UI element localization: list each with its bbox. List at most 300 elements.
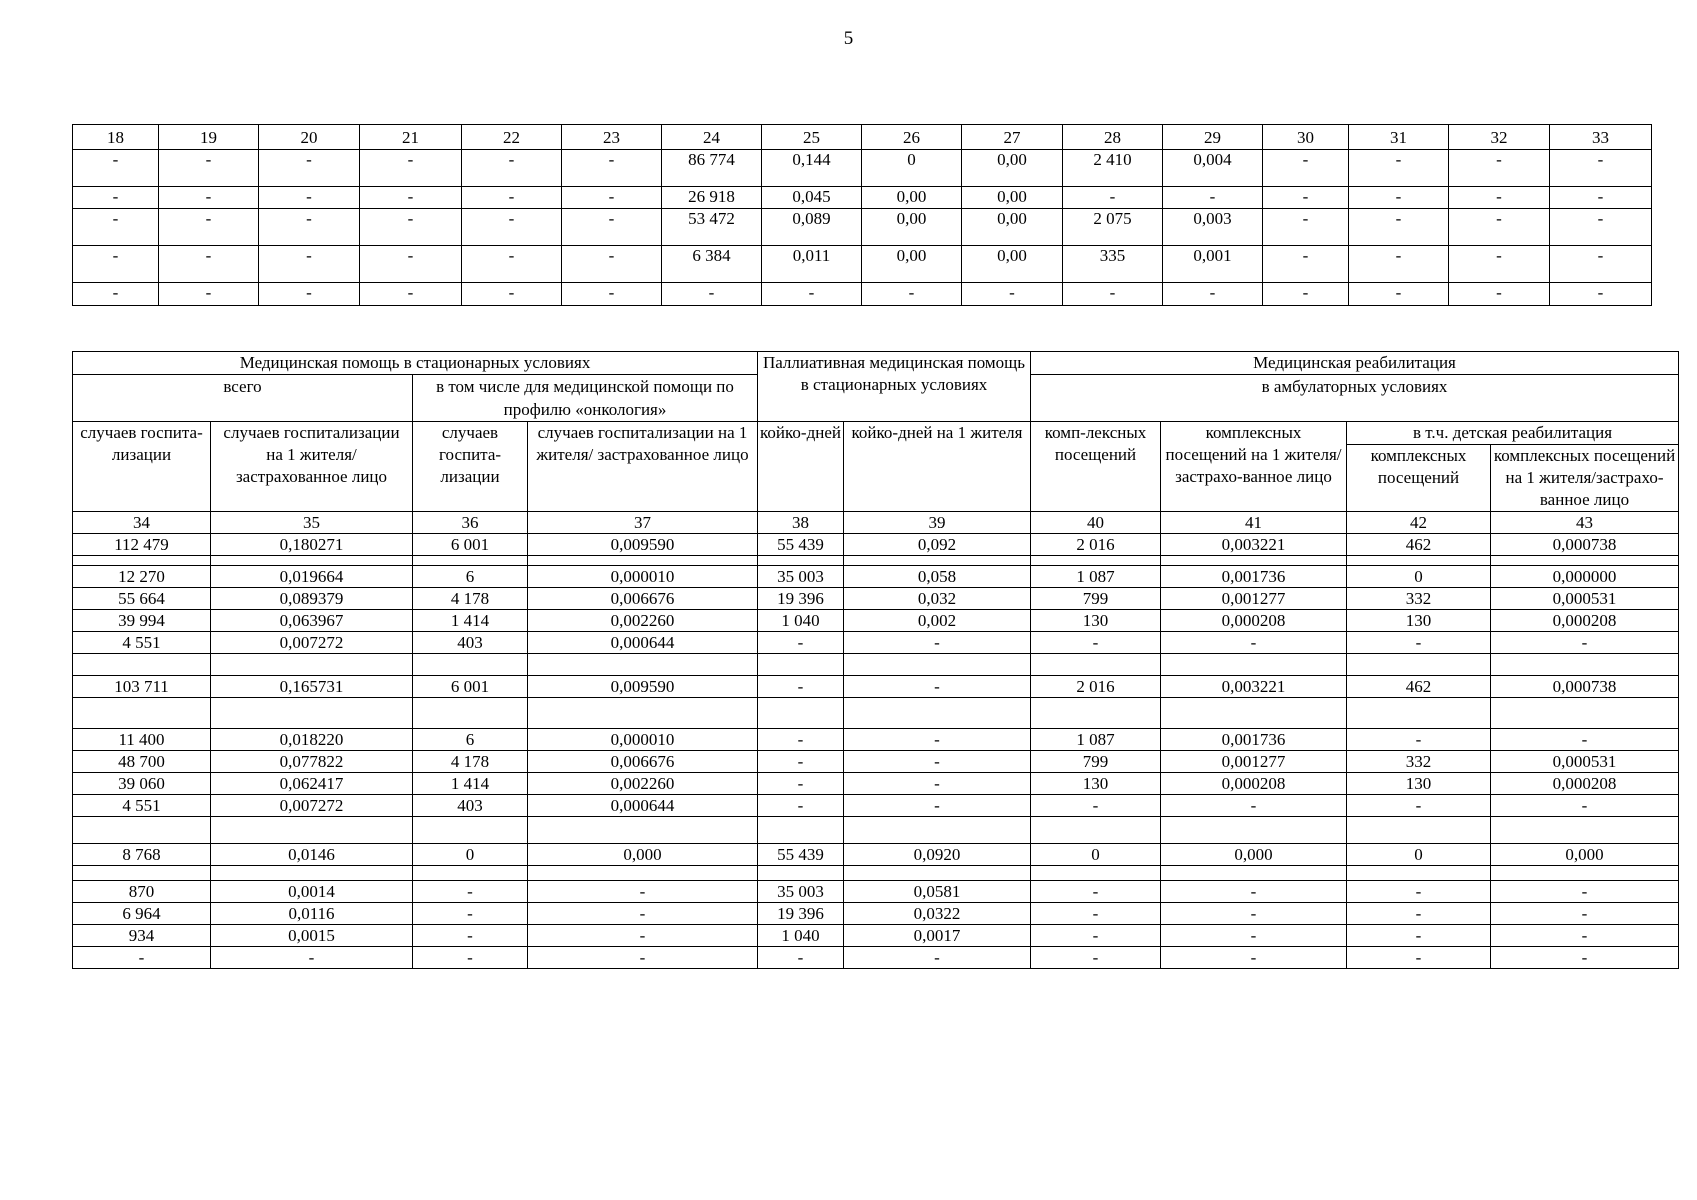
table-cell: - bbox=[462, 187, 562, 209]
table-cell: - bbox=[1491, 947, 1679, 969]
table-cell: - bbox=[1349, 187, 1449, 209]
table-cell: - bbox=[528, 925, 758, 947]
table-cell: 53 472 bbox=[662, 209, 762, 246]
table-cell: 0 bbox=[862, 150, 962, 187]
header-col-36: случаев госпита-лизации bbox=[413, 422, 528, 512]
table-cell bbox=[758, 698, 844, 729]
table-cell: - bbox=[562, 209, 662, 246]
table-cell: 462 bbox=[1347, 534, 1491, 556]
table-cell: 0,003221 bbox=[1161, 534, 1347, 556]
table-cell: 332 bbox=[1347, 751, 1491, 773]
table-cell: - bbox=[159, 209, 259, 246]
column-number: 22 bbox=[462, 125, 562, 150]
table-cell: 0,001736 bbox=[1161, 566, 1347, 588]
table-cell: - bbox=[1349, 150, 1449, 187]
table-cell: 55 439 bbox=[758, 844, 844, 866]
table-cell bbox=[1161, 817, 1347, 844]
table-cell: 0,011 bbox=[762, 246, 862, 283]
table-cell: 130 bbox=[1031, 610, 1161, 632]
table-cell bbox=[1347, 698, 1491, 729]
table-cell bbox=[844, 817, 1031, 844]
column-number: 31 bbox=[1349, 125, 1449, 150]
table-row bbox=[73, 150, 1652, 187]
table-cell: - bbox=[1449, 246, 1550, 283]
header-col-40: комп-лексных посещений bbox=[1031, 422, 1161, 512]
table-cell: 0,003221 bbox=[1161, 676, 1347, 698]
table-cell: - bbox=[844, 795, 1031, 817]
header-rehabilitation: Медицинская реабилитация bbox=[1031, 352, 1679, 375]
table-cell: - bbox=[462, 283, 562, 306]
table-cell: - bbox=[1161, 795, 1347, 817]
table-cell: - bbox=[1449, 283, 1550, 306]
table-cell: - bbox=[360, 187, 462, 209]
table-cell: - bbox=[1163, 187, 1263, 209]
table-cell: - bbox=[562, 150, 662, 187]
table-cell: 0,180271 bbox=[211, 534, 413, 556]
table-cell: 0,089 bbox=[762, 209, 862, 246]
table-cell: 0,0146 bbox=[211, 844, 413, 866]
table-cell bbox=[73, 654, 211, 676]
column-number: 41 bbox=[1161, 512, 1347, 534]
table-cell bbox=[211, 654, 413, 676]
table-cell bbox=[413, 817, 528, 844]
table-cell: 1 087 bbox=[1031, 729, 1161, 751]
table-cell bbox=[1491, 654, 1679, 676]
table-cell: 0,000738 bbox=[1491, 676, 1679, 698]
table-cell: - bbox=[1449, 209, 1550, 246]
table-cell: - bbox=[1491, 795, 1679, 817]
table-cell: - bbox=[159, 246, 259, 283]
table-cell bbox=[413, 698, 528, 729]
column-number: 29 bbox=[1163, 125, 1263, 150]
table-cell: 0,00 bbox=[862, 246, 962, 283]
table-row bbox=[73, 632, 1679, 654]
table-cell: 86 774 bbox=[662, 150, 762, 187]
table-row bbox=[73, 209, 1652, 246]
table-cell bbox=[1031, 698, 1161, 729]
header-col-39: койко-дней на 1 жителя bbox=[844, 422, 1031, 512]
table-cell: 0,032 bbox=[844, 588, 1031, 610]
header-oncology: в том числе для медицинской помощи по профилю «онкология» bbox=[413, 375, 758, 422]
table-row bbox=[73, 844, 1679, 866]
column-number: 38 bbox=[758, 512, 844, 534]
table-cell: - bbox=[1349, 246, 1449, 283]
table-cell bbox=[844, 654, 1031, 676]
table-cell: 0,0017 bbox=[844, 925, 1031, 947]
table-cell: 0,00 bbox=[862, 209, 962, 246]
table-cell: - bbox=[1449, 187, 1550, 209]
table-cell: 26 918 bbox=[662, 187, 762, 209]
table-cell: - bbox=[159, 283, 259, 306]
table-cell: - bbox=[1031, 947, 1161, 969]
table-cell: 0,001736 bbox=[1161, 729, 1347, 751]
table-cell: 103 711 bbox=[73, 676, 211, 698]
table-cell: - bbox=[360, 283, 462, 306]
table-cell bbox=[844, 698, 1031, 729]
table-cell: - bbox=[1263, 283, 1349, 306]
table-row bbox=[73, 947, 1679, 969]
table-cell: - bbox=[259, 150, 360, 187]
table-cell: 0 bbox=[1347, 566, 1491, 588]
table-cell: 6 001 bbox=[413, 534, 528, 556]
table-cell bbox=[413, 654, 528, 676]
column-number: 26 bbox=[862, 125, 962, 150]
table-cell: - bbox=[1550, 283, 1652, 306]
table-cell bbox=[1161, 654, 1347, 676]
column-number: 39 bbox=[844, 512, 1031, 534]
table-cell: 0,018220 bbox=[211, 729, 413, 751]
table-cell: 335 bbox=[1063, 246, 1163, 283]
table-cell: 0,045 bbox=[762, 187, 862, 209]
table-cell: - bbox=[462, 209, 562, 246]
table-row bbox=[73, 676, 1679, 698]
table-cell: - bbox=[1449, 150, 1550, 187]
table-cell: - bbox=[862, 283, 962, 306]
table-cell: - bbox=[159, 150, 259, 187]
table-cell: - bbox=[73, 947, 211, 969]
table-cell: 4 551 bbox=[73, 795, 211, 817]
table-cell: - bbox=[758, 632, 844, 654]
table-cell: - bbox=[1063, 283, 1163, 306]
table-cell: - bbox=[159, 187, 259, 209]
table-cell bbox=[1347, 556, 1491, 566]
header-col-38: койко-дней bbox=[758, 422, 844, 512]
table-cell: 0,000531 bbox=[1491, 588, 1679, 610]
table-cell: 35 003 bbox=[758, 881, 844, 903]
table-cell: 0,000 bbox=[1161, 844, 1347, 866]
table-cell: 35 003 bbox=[758, 566, 844, 588]
table-cell: - bbox=[1347, 632, 1491, 654]
table-cell bbox=[758, 866, 844, 881]
column-number: 33 bbox=[1550, 125, 1652, 150]
header-total: всего bbox=[73, 375, 413, 422]
table-cell: - bbox=[1491, 925, 1679, 947]
page-number: 5 bbox=[843, 28, 854, 49]
table-cell: - bbox=[73, 150, 159, 187]
table-cell: - bbox=[528, 947, 758, 969]
table-cell: - bbox=[758, 795, 844, 817]
header-child-rehab: в т.ч. детская реабилитация bbox=[1347, 422, 1679, 445]
header-inpatient-care: Медицинская помощь в стационарных условиях bbox=[73, 352, 758, 375]
table-cell bbox=[73, 698, 211, 729]
table-cell: - bbox=[844, 632, 1031, 654]
table-cell: - bbox=[1031, 795, 1161, 817]
table-cell bbox=[1491, 556, 1679, 566]
table-cell: 19 396 bbox=[758, 903, 844, 925]
column-number: 18 bbox=[73, 125, 159, 150]
table-cell: 870 bbox=[73, 881, 211, 903]
table-cell: - bbox=[844, 773, 1031, 795]
table-cell: 8 768 bbox=[73, 844, 211, 866]
table-row bbox=[73, 556, 1679, 566]
table-cell: 6 384 bbox=[662, 246, 762, 283]
main-data-table bbox=[72, 351, 1679, 969]
column-number: 28 bbox=[1063, 125, 1163, 150]
table-cell: - bbox=[758, 751, 844, 773]
table-cell: - bbox=[413, 947, 528, 969]
table-cell: 0,019664 bbox=[211, 566, 413, 588]
table-cell: - bbox=[1161, 881, 1347, 903]
table-cell: 0,000208 bbox=[1161, 773, 1347, 795]
table-cell: 0,00 bbox=[962, 150, 1063, 187]
table-cell: - bbox=[1349, 283, 1449, 306]
table-cell bbox=[1161, 698, 1347, 729]
table-cell bbox=[844, 866, 1031, 881]
table-row bbox=[73, 588, 1679, 610]
table-cell: 0,062417 bbox=[211, 773, 413, 795]
table-cell: - bbox=[360, 246, 462, 283]
table-cell: 0,004 bbox=[1163, 150, 1263, 187]
table-cell: 6 964 bbox=[73, 903, 211, 925]
table-cell: 0,007272 bbox=[211, 632, 413, 654]
table-cell: - bbox=[413, 925, 528, 947]
table-cell: 403 bbox=[413, 795, 528, 817]
table-cell: 934 bbox=[73, 925, 211, 947]
table-row bbox=[73, 773, 1679, 795]
header-col-43: комплексных посещений на 1 жителя/застрахо-ванное лицо bbox=[1491, 445, 1679, 512]
header-col-34: случаев госпита-лизации bbox=[73, 422, 211, 512]
table-cell: 0,058 bbox=[844, 566, 1031, 588]
header-col-41: комплексных посещений на 1 жителя/застрахо-ванное лицо bbox=[1161, 422, 1347, 512]
table-cell: - bbox=[844, 676, 1031, 698]
column-number: 23 bbox=[562, 125, 662, 150]
table-cell: 6 001 bbox=[413, 676, 528, 698]
table-cell: 55 664 bbox=[73, 588, 211, 610]
table-cell: 0,001277 bbox=[1161, 588, 1347, 610]
table-cell: 0,077822 bbox=[211, 751, 413, 773]
column-number: 34 bbox=[73, 512, 211, 534]
table-row bbox=[73, 610, 1679, 632]
table-cell bbox=[528, 698, 758, 729]
table-cell bbox=[1347, 817, 1491, 844]
table-cell: - bbox=[758, 676, 844, 698]
table-cell: 2 016 bbox=[1031, 534, 1161, 556]
table-cell: 1 040 bbox=[758, 925, 844, 947]
table-cell: - bbox=[562, 246, 662, 283]
table-cell: - bbox=[758, 729, 844, 751]
table-cell: - bbox=[1550, 187, 1652, 209]
table-cell: - bbox=[259, 187, 360, 209]
table-cell: - bbox=[1031, 903, 1161, 925]
table-cell bbox=[1491, 866, 1679, 881]
table-cell bbox=[1347, 654, 1491, 676]
table-cell: 0,0014 bbox=[211, 881, 413, 903]
table-cell: - bbox=[1347, 881, 1491, 903]
table-cell: - bbox=[73, 209, 159, 246]
table-row bbox=[73, 881, 1679, 903]
table-cell: - bbox=[1491, 729, 1679, 751]
table-cell: 0,0920 bbox=[844, 844, 1031, 866]
table-cell bbox=[73, 556, 211, 566]
table-cell: - bbox=[1161, 925, 1347, 947]
table-cell: - bbox=[259, 283, 360, 306]
table-cell: - bbox=[1550, 209, 1652, 246]
table-row bbox=[73, 654, 1679, 676]
table-cell: 6 bbox=[413, 729, 528, 751]
table-cell: - bbox=[1263, 209, 1349, 246]
table-cell: - bbox=[1349, 209, 1449, 246]
table-cell: 19 396 bbox=[758, 588, 844, 610]
table-cell: 0,165731 bbox=[211, 676, 413, 698]
table-cell: 332 bbox=[1347, 588, 1491, 610]
table-cell bbox=[1491, 817, 1679, 844]
column-number: 21 bbox=[360, 125, 462, 150]
table-cell bbox=[528, 817, 758, 844]
table-cell bbox=[1161, 866, 1347, 881]
table-cell bbox=[528, 866, 758, 881]
table-cell: 0,000738 bbox=[1491, 534, 1679, 556]
table-row bbox=[73, 795, 1679, 817]
table-cell: 1 414 bbox=[413, 610, 528, 632]
table-cell: 0,009590 bbox=[528, 534, 758, 556]
table-cell bbox=[844, 556, 1031, 566]
table-cell: 799 bbox=[1031, 751, 1161, 773]
table-cell: 0,063967 bbox=[211, 610, 413, 632]
table-cell bbox=[758, 654, 844, 676]
table-cell: - bbox=[1161, 947, 1347, 969]
table-cell: - bbox=[528, 881, 758, 903]
table-cell: - bbox=[1491, 903, 1679, 925]
table-cell: 0,009590 bbox=[528, 676, 758, 698]
table-cell: 11 400 bbox=[73, 729, 211, 751]
table-cell: 0,000208 bbox=[1491, 773, 1679, 795]
table-cell: 0,000531 bbox=[1491, 751, 1679, 773]
table-cell: - bbox=[962, 283, 1063, 306]
table-cell: - bbox=[662, 283, 762, 306]
table-cell: - bbox=[1347, 795, 1491, 817]
table-cell: 0 bbox=[1031, 844, 1161, 866]
column-number: 25 bbox=[762, 125, 862, 150]
table-cell bbox=[211, 698, 413, 729]
column-number: 32 bbox=[1449, 125, 1550, 150]
column-number: 43 bbox=[1491, 512, 1679, 534]
table-cell bbox=[1347, 866, 1491, 881]
table-cell bbox=[211, 817, 413, 844]
table-cell bbox=[758, 556, 844, 566]
table-cell: - bbox=[1031, 632, 1161, 654]
table-cell bbox=[1031, 556, 1161, 566]
table-cell: 0,00 bbox=[962, 209, 1063, 246]
table-cell: 0,000 bbox=[1491, 844, 1679, 866]
table-row bbox=[73, 187, 1652, 209]
table-cell: 799 bbox=[1031, 588, 1161, 610]
table-cell: 4 551 bbox=[73, 632, 211, 654]
table-cell: - bbox=[562, 283, 662, 306]
column-number: 30 bbox=[1263, 125, 1349, 150]
column-number: 19 bbox=[159, 125, 259, 150]
table-cell: 0,0015 bbox=[211, 925, 413, 947]
table-cell: 39 994 bbox=[73, 610, 211, 632]
table-cell: 0,00 bbox=[962, 246, 1063, 283]
table-cell: 0,000 bbox=[528, 844, 758, 866]
table-cell: - bbox=[1491, 881, 1679, 903]
table-cell: 130 bbox=[1031, 773, 1161, 795]
table-cell: 0,003 bbox=[1163, 209, 1263, 246]
table-cell: - bbox=[462, 150, 562, 187]
table-cell: 0,0322 bbox=[844, 903, 1031, 925]
table-cell: - bbox=[211, 947, 413, 969]
table-cell: - bbox=[1163, 283, 1263, 306]
table-cell: - bbox=[73, 187, 159, 209]
table-cell bbox=[1031, 866, 1161, 881]
table-cell: 1 414 bbox=[413, 773, 528, 795]
table-cell bbox=[758, 817, 844, 844]
table-row bbox=[73, 283, 1652, 306]
table-cell: - bbox=[1263, 150, 1349, 187]
table-cell: 0,0581 bbox=[844, 881, 1031, 903]
table-cell: 0,002260 bbox=[528, 773, 758, 795]
table-cell: - bbox=[360, 150, 462, 187]
table-cell: - bbox=[1161, 903, 1347, 925]
table-row bbox=[73, 817, 1679, 844]
table-cell: 0,006676 bbox=[528, 751, 758, 773]
table-cell: 0,00 bbox=[862, 187, 962, 209]
table-cell: 0,006676 bbox=[528, 588, 758, 610]
header-ambulatory: в амбулаторных условиях bbox=[1031, 375, 1679, 422]
table-cell: 403 bbox=[413, 632, 528, 654]
column-number: 20 bbox=[259, 125, 360, 150]
table-cell: 0,00 bbox=[962, 187, 1063, 209]
column-number: 35 bbox=[211, 512, 413, 534]
table-row bbox=[73, 566, 1679, 588]
table-cell: 0 bbox=[1347, 844, 1491, 866]
table-cell: - bbox=[1031, 925, 1161, 947]
table-cell: 4 178 bbox=[413, 588, 528, 610]
table-cell: 0 bbox=[413, 844, 528, 866]
table-cell: 0,000208 bbox=[1161, 610, 1347, 632]
table-cell: - bbox=[1347, 925, 1491, 947]
table-cell: 130 bbox=[1347, 773, 1491, 795]
table-cell: - bbox=[413, 903, 528, 925]
table-cell: - bbox=[73, 283, 159, 306]
table-cell: - bbox=[758, 947, 844, 969]
column-number: 24 bbox=[662, 125, 762, 150]
table-cell: - bbox=[844, 729, 1031, 751]
table-cell: 0,000644 bbox=[528, 632, 758, 654]
column-number: 42 bbox=[1347, 512, 1491, 534]
table-cell bbox=[211, 866, 413, 881]
table-cell bbox=[528, 556, 758, 566]
table-cell bbox=[1161, 556, 1347, 566]
table-cell: 0,000000 bbox=[1491, 566, 1679, 588]
table-cell: - bbox=[1263, 187, 1349, 209]
table-cell: - bbox=[462, 246, 562, 283]
table-cell bbox=[413, 556, 528, 566]
table-cell: 1 087 bbox=[1031, 566, 1161, 588]
table-row bbox=[73, 246, 1652, 283]
header-col-35: случаев госпитализации на 1 жителя/ застрахованное лицо bbox=[211, 422, 413, 512]
table-cell: 2 016 bbox=[1031, 676, 1161, 698]
table-cell: 0,002260 bbox=[528, 610, 758, 632]
table-cell: - bbox=[259, 246, 360, 283]
table-cell: - bbox=[758, 773, 844, 795]
table-cell: - bbox=[1031, 881, 1161, 903]
header-col-42: комплексных посещений bbox=[1347, 445, 1491, 512]
table-row bbox=[73, 751, 1679, 773]
table-cell: 0,002 bbox=[844, 610, 1031, 632]
top-data-table bbox=[72, 124, 1652, 306]
table-cell bbox=[1031, 654, 1161, 676]
table-cell: - bbox=[1347, 947, 1491, 969]
table-cell: - bbox=[762, 283, 862, 306]
table-cell: 0,001277 bbox=[1161, 751, 1347, 773]
table-cell: 4 178 bbox=[413, 751, 528, 773]
table-cell: - bbox=[1063, 187, 1163, 209]
table-cell: - bbox=[1491, 632, 1679, 654]
table-cell bbox=[1491, 698, 1679, 729]
table-cell: 0,000644 bbox=[528, 795, 758, 817]
table-cell: - bbox=[360, 209, 462, 246]
